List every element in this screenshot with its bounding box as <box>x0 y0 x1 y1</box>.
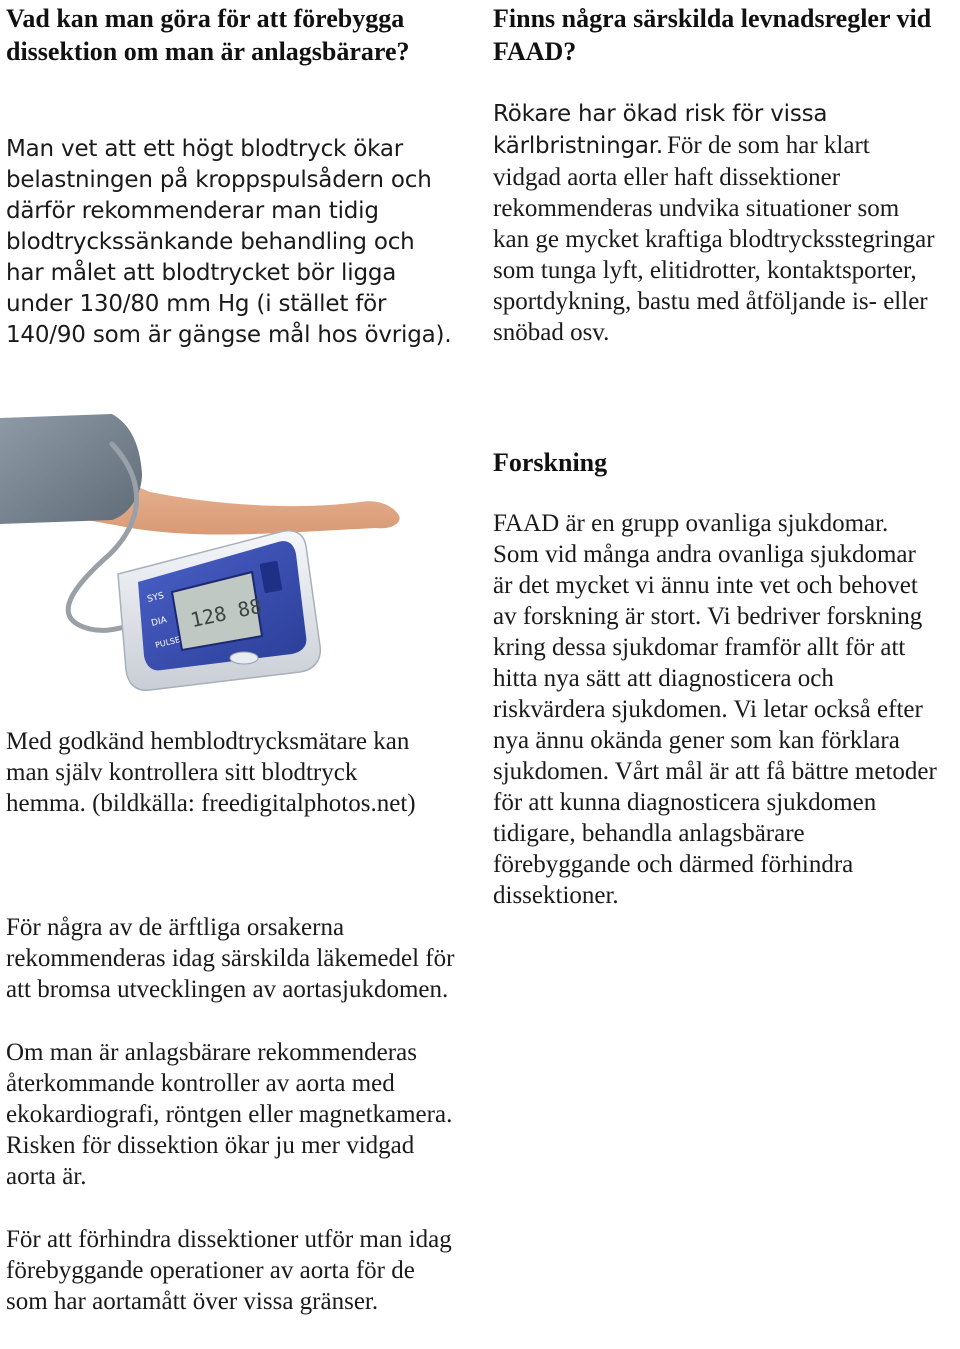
research-paragraph: FAAD är en grupp ovanliga sjukdomar. Som vid många andra ovanliga sjukdomar är det mycket vi ännu inte vet och behovet av forskning är stort. Vi bedriver forskning kring dessa sjukdomar framför allt för att hitta nya sätt att diagnosticera och riskvärdera sjukdomen. Vi letar också efter nya ännu okända gener som kan förklara sjukdomen. Vårt mål är att få bättre metoder för att kunna diagnosticera sjukdomen tidigare, behandla anlagsbärare förebyggande och därmed förhindra dissektioner. <box>493 510 937 909</box>
memory-button <box>230 652 258 664</box>
avoid-situations-text: För de som har klart vidgad aorta eller haft dissektioner rekommenderas undvika situationer som kan ge mycket kraftiga blodtrycksstegringar som tunga lyft, elitidrotter, kontaktsporter, sportdykning, bastu med åtföljande is- eller snöbad osv. <box>493 132 935 346</box>
medication-paragraph: För några av de ärftliga orsakerna rekommenderas idag särskilda läkemedel för att bromsa utvecklingen av aortasjukdomen. <box>6 914 455 1003</box>
blood-pressure-intro: Man vet att ett högt blodtryck ökar belastningen på kroppspulsådern och därför rekommenderar man tidig blodtryckssänkande behandling och har målet att blodtrycket bör ligga under 130/80 mm Hg (i stället för 140/90 som är gängse mål hos övriga). <box>6 136 452 348</box>
blood-pressure-monitor-photo <box>0 414 468 724</box>
svg-text:128 88: 128 88 <box>188 593 264 633</box>
lifestyle-paragraph <box>493 99 938 348</box>
prevention-heading: Vad kan man göra för att förebygga dissektion om man är anlagsbärare? <box>6 4 410 66</box>
carrier-checkups-paragraph: Om man är anlagsbärare rekommenderas återkommande kontroller av aorta med ekokardiografi, röntgen eller magnetkamera. Risken för dissektion ökar ju mer vidgad aorta är. <box>6 1039 453 1190</box>
photo-caption: Med godkänd hemblodtrycksmätare kan man själv kontrollera sitt blodtryck hemma. (bildkälla: freedigitalphotos.net) <box>6 728 416 817</box>
lifestyle-heading: Finns några särskilda levnadsregler vid FAAD? <box>493 4 932 66</box>
svg-text:DIA: DIA <box>150 615 169 629</box>
svg-text:PULSE: PULSE <box>154 635 182 650</box>
cuff <box>0 414 142 524</box>
svg-text:SYS: SYS <box>146 591 166 605</box>
research-heading: Forskning <box>493 448 608 477</box>
surgery-paragraph: För att förhindra dissektioner utför man idag förebyggande operationer av aorta för de som har aortamått över vissa gränser. <box>6 1226 452 1315</box>
smoking-sentence: Rökare har ökad risk för vissa kärlbristningar. <box>493 101 828 159</box>
